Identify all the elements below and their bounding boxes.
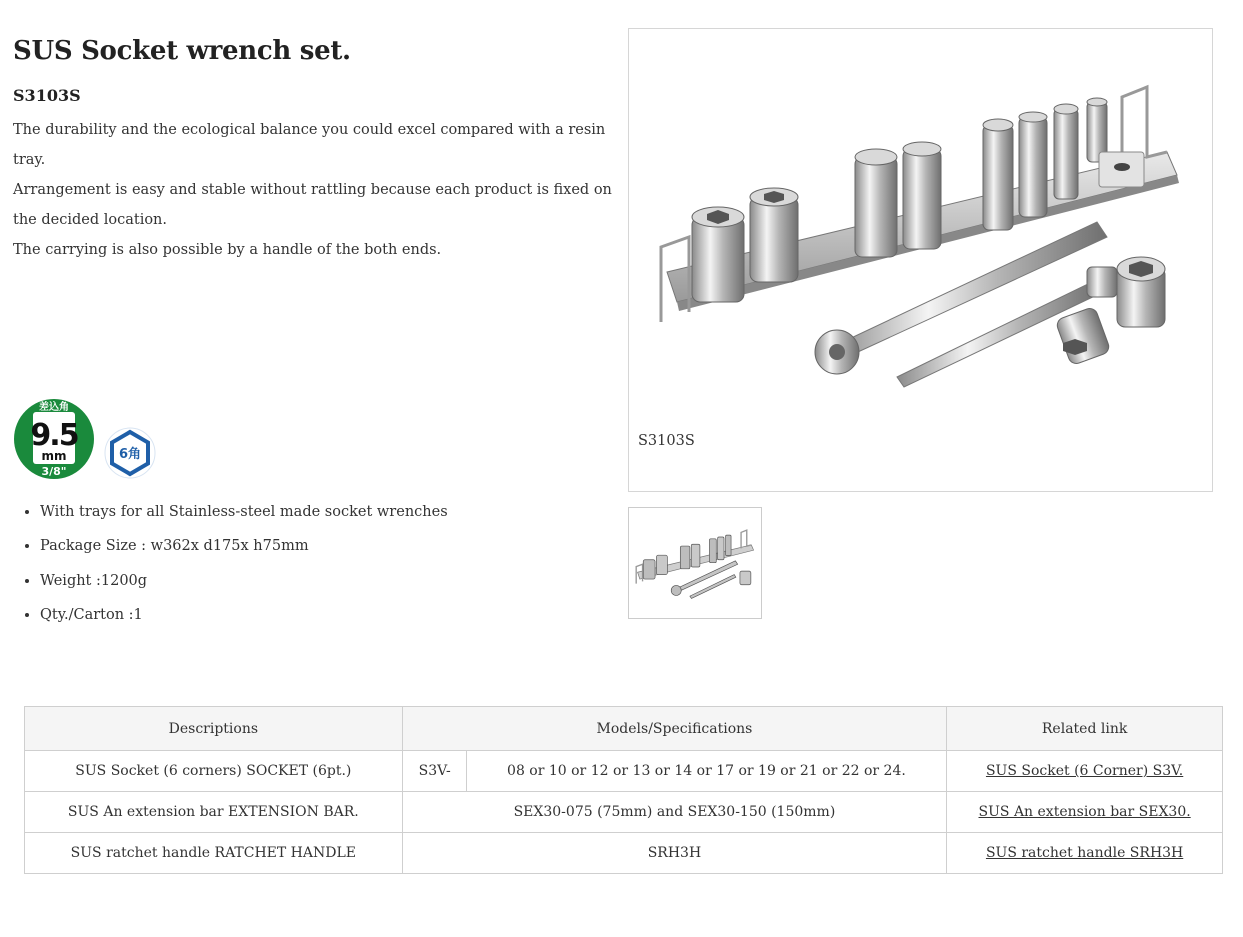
drive-size-badge-icon (13, 398, 95, 480)
feature-item: • Package Size : w362x d175x h75mm (40, 529, 448, 563)
product-model: S3103S (13, 86, 81, 105)
related-link-ratchet-handle[interactable]: SUS ratchet handle SRH3H (985, 845, 1184, 861)
row-link-cell (947, 751, 1223, 792)
table-row (25, 833, 1223, 874)
table-row (25, 751, 1223, 792)
related-link-extension-bar[interactable]: SUS An extension bar SEX30. (978, 804, 1191, 820)
spec-table (24, 706, 1223, 874)
drive-inch-label: 3/8" (41, 465, 67, 478)
row-link-cell (947, 833, 1223, 874)
row-spec: SRH3H (402, 833, 947, 874)
product-description (13, 115, 613, 265)
row-description: SUS ratchet handle RATCHET HANDLE (25, 833, 403, 874)
drive-size-value: 9.5 (30, 418, 78, 453)
description-line: Arrangement is easy and stable without rattling because each product is fixed on the decided location. (13, 182, 612, 228)
row-description: SUS Socket (6 corners) SOCKET (6pt.) (25, 751, 403, 792)
row-link-cell (947, 792, 1223, 833)
drive-unit-label: mm (41, 449, 67, 463)
feature-item: • With trays for all Stainless-steel made socket wrenches (40, 495, 448, 529)
row-description: SUS An extension bar EXTENSION BAR. (25, 792, 403, 833)
header-models: Models/Specifications (402, 707, 947, 751)
hex-six-point-icon (104, 427, 156, 479)
related-link-socket[interactable]: SUS Socket (6 Corner) S3V. (985, 763, 1184, 779)
row-spec: 08 or 10 or 12 or 13 or 14 or 17 or 19 or 21 or 22 or 24. (466, 751, 947, 792)
main-image-caption: S3103S (638, 433, 695, 449)
product-title: SUS Socket wrench set. (13, 36, 351, 66)
feature-list (0, 495, 448, 632)
description-line: The carrying is also possible by a handle of the both ends. (13, 242, 442, 258)
table-row (25, 792, 1223, 833)
row-model-prefix: S3V- (402, 751, 466, 792)
description-line: The durability and the ecological balance you could excel compared with a resin tray. (13, 122, 606, 168)
table-header-row (25, 707, 1223, 751)
hex-label: 6角 (118, 447, 142, 462)
feature-item: • Qty./Carton :1 (40, 598, 448, 632)
socket-set-thumbnail-icon (633, 514, 757, 610)
drive-top-label: 差込角 (39, 402, 69, 413)
thumbnail-image[interactable] (628, 507, 762, 619)
socket-set-illustration (647, 57, 1192, 397)
header-related-link: Related link (947, 707, 1223, 751)
feature-item: • Weight :1200g (40, 564, 448, 598)
header-descriptions: Descriptions (25, 707, 403, 751)
row-spec: SEX30-075 (75mm) and SEX30-150 (150mm) (402, 792, 947, 833)
main-product-image[interactable] (628, 28, 1213, 492)
